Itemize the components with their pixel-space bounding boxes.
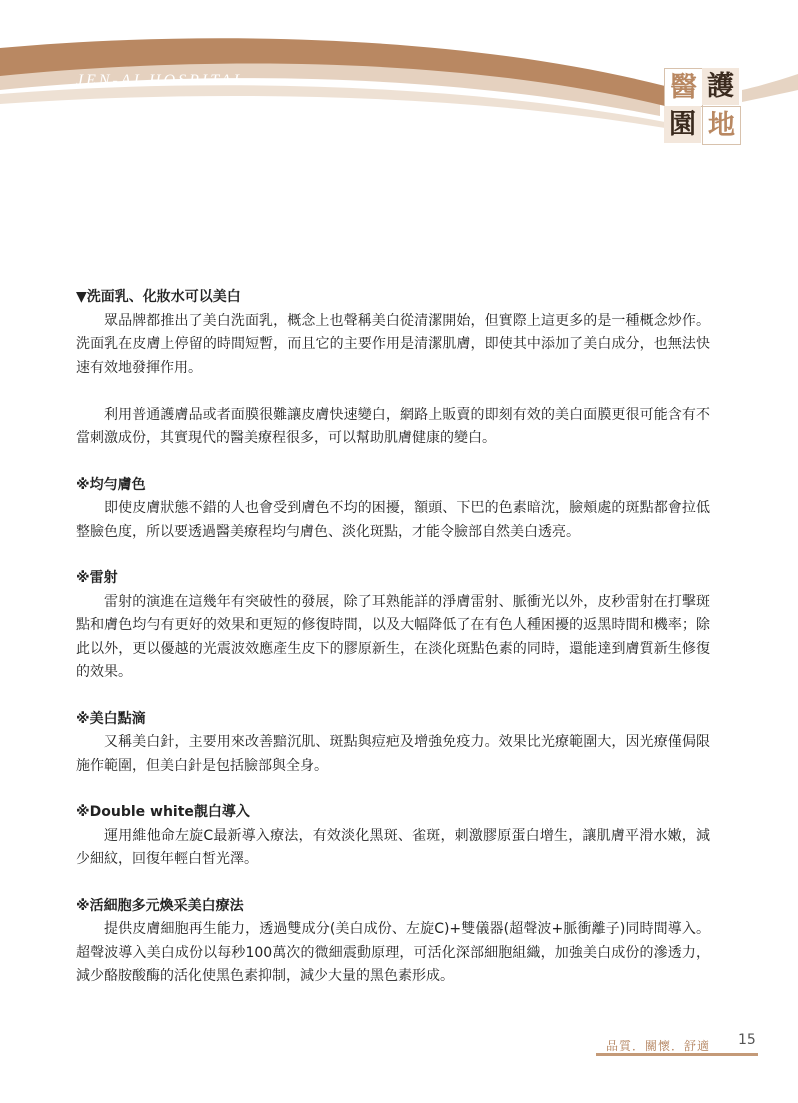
hospital-name: JEN-AI HOSPITAL: [76, 72, 246, 89]
paragraph: 利用普通護膚品或者面膜很難讓皮膚快速變白，網路上販賣的即刻有效的美白面膜更很可能含有不當刺激成份，其實現代的醫美療程很多，可以幫助肌膚健康的變白。: [76, 406, 710, 446]
section-double-white: [76, 801, 710, 872]
section-whitening-drip: [76, 708, 710, 779]
article-body: [76, 286, 710, 1012]
paragraph: [76, 380, 710, 404]
section-heading: ※美白點滴: [76, 710, 146, 727]
logo-char: 醫: [664, 68, 703, 107]
section-heading: ※活細胞多元煥采美白療法: [76, 897, 244, 914]
paragraph: 眾品牌都推出了美白洗面乳，概念上也聲稱美白從清潔開始，但實際上這更多的是一種概念炒作。洗面乳在皮膚上停留的時間短暫，而且它的主要作用是清潔肌膚，即使其中添加了美白成分，也無法快速有效地發揮作用。: [76, 312, 710, 376]
paragraph: 雷射的演進在這幾年有突破性的發展，除了耳熟能詳的淨膚雷射、脈衝光以外，皮秒雷射在打擊斑點和膚色均勻有更好的效果和更短的修復時間，以及大幅降低了在有色人種困擾的返黑時間和機率；除此以外，更以優越的光震波效應產生皮下的膠原新生，在淡化斑點色素的同時，還能達到膚質新生修復的效果。: [76, 593, 710, 680]
logo: [664, 68, 740, 144]
section-heading: ※均勻膚色: [76, 476, 146, 493]
section-heading: ※雷射: [76, 570, 118, 586]
paragraph: 即使皮膚狀態不錯的人也會受到膚色不均的困擾，額頭、下巴的色素暗沈，臉頰處的斑點都會拉低整臉色度，所以要透過醫美療程均勻膚色、淡化斑點，才能令臉部自然美白透亮。: [76, 500, 710, 540]
section-cleanser: [76, 286, 710, 451]
paragraph: 運用維他命左旋C最新導入療法，有效淡化黑斑、雀斑，刺激膠原蛋白增生，讓肌膚平滑水嫩，減少細紋，回復年輕白皙光澤。: [76, 827, 710, 867]
footer-divider: [596, 1053, 758, 1056]
section-heading: ▼洗面乳、化妝水可以美白: [76, 289, 241, 305]
footer-tagline: 品質．關懷．舒適: [606, 1039, 711, 1053]
paragraph: 又稱美白針，主要用來改善黯沉肌、斑點與痘疤及增強免疫力。效果比光療範圍大，因光療僅侷限施作範圍，但美白針是包括臉部與全身。: [76, 734, 710, 774]
section-even-tone: [76, 474, 710, 545]
logo-char: 地: [702, 106, 741, 145]
section-cell-therapy: [76, 895, 710, 989]
paragraph: 提供皮膚細胞再生能力，透過雙成分(美白成份、左旋C)+雙儀器(超聲波+脈衝離子)同時間導入。超聲波導入美白成份以每秒100萬次的微細震動原理，可活化深部細胞組織，加強美白成份的滲透力，減少酪胺酸酶的活化使黑色素抑制，減少大量的黑色素形成。: [76, 921, 710, 984]
logo-char: 園: [664, 106, 701, 143]
page-number: 15: [738, 1032, 756, 1048]
logo-char: 護: [702, 68, 739, 105]
section-heading: ※Double white靚白導入: [76, 804, 250, 820]
section-laser: [76, 567, 710, 685]
